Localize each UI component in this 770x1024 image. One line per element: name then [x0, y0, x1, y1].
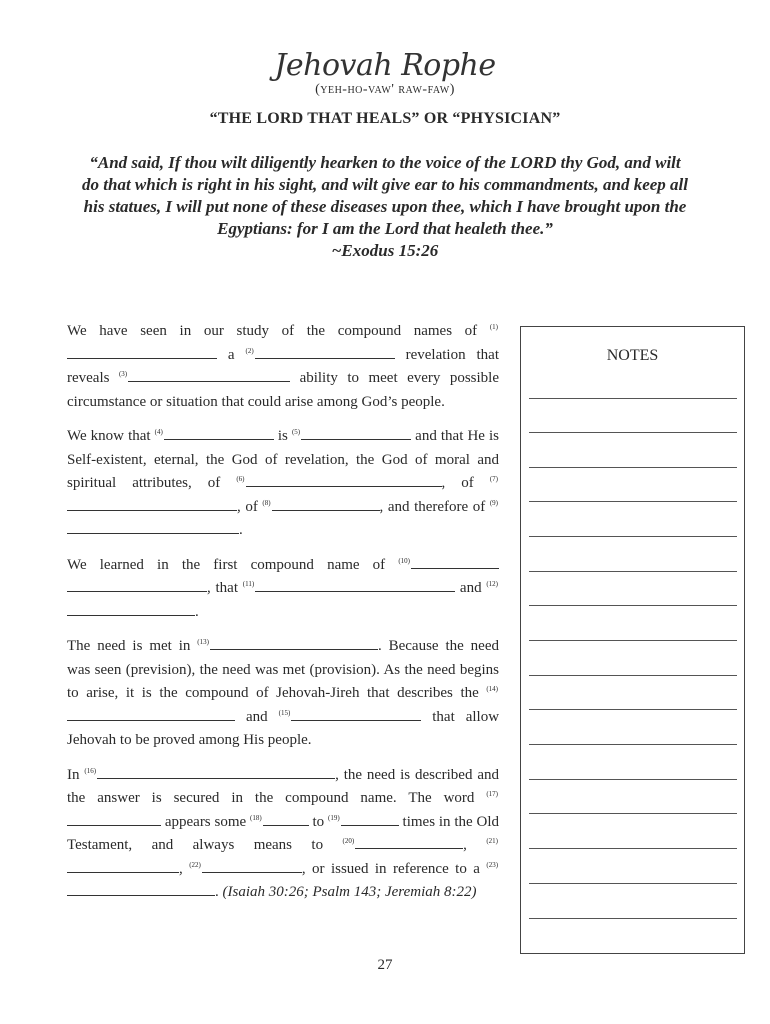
- note-line[interactable]: [529, 675, 737, 676]
- worksheet-body: [67, 320, 499, 916]
- blank-number: (9): [489, 498, 498, 507]
- note-line[interactable]: [529, 848, 737, 849]
- fill-blank-10-cont[interactable]: [67, 579, 207, 592]
- blank-number: (13): [197, 638, 209, 646]
- scripture-quote: [80, 152, 690, 262]
- blank-number: (6): [236, 475, 245, 483]
- blank-number: (14): [486, 685, 498, 693]
- blank-number: (20): [342, 837, 355, 845]
- paragraph-1: We have seen in our study of the compound names of $^{(1)}$ a $^{(2)}$ revelation that reveals $^{(3)}$ ability to meet every possible circumstance or situation that could arise among God’s people.: [67, 323, 499, 410]
- paragraph-5: In $^{(16)}$ , the need is described and the answer is secured in the compound name. The word $^{(17)}$ appears some $^{(18)}$ to $^{(19)}$ times in the Old Testament, and always means to $^{(20)}$ , $^{(21)}$, $^{(22)}$ , or issued in reference to a $^{(23)}$. (Isaiah 30:26; Psalm 143; Jeremiah 8:22): [67, 766, 500, 900]
- note-line[interactable]: [529, 571, 737, 572]
- paragraph-4: The need is met in $^{(13)}$ . Because the need was seen (prevision), the need was met (provision). As the need begins to arise, it is the compound of Jehovah-Jireh that describes the $^{(14)}$ and $^{(15)}$ that allow Jehovah to be proved among His people.: [67, 638, 500, 748]
- fill-blank-9[interactable]: [67, 521, 239, 534]
- fill-blank-20[interactable]: [355, 836, 463, 849]
- section-heading: “THE LORD THAT HEALS” OR “PHYSICIAN”: [209, 110, 561, 127]
- fill-blank-14[interactable]: [67, 708, 235, 721]
- blank-number: (10): [398, 556, 410, 565]
- note-line[interactable]: [529, 883, 737, 884]
- blank-number: (12): [486, 580, 498, 588]
- note-line[interactable]: [529, 918, 737, 919]
- fill-blank-2[interactable]: [255, 346, 395, 359]
- fill-blank-17[interactable]: [67, 813, 161, 826]
- blank-number: (4): [154, 428, 163, 436]
- blank-number: (2): [245, 346, 254, 355]
- note-line[interactable]: [529, 779, 737, 780]
- note-line[interactable]: [529, 398, 737, 399]
- paragraph-3: We learned in the first compound name of $^{(10)}$ , that $^{(11)}$ and $^{(12)}$.: [67, 556, 498, 620]
- fill-blank-5[interactable]: [301, 427, 411, 440]
- notes-title: NOTES: [606, 347, 659, 364]
- note-line[interactable]: [529, 432, 737, 433]
- quote-reference: ~Exodus 15:26: [331, 241, 439, 260]
- scripture-citation: (Isaiah 30:26; Psalm 143; Jeremiah 8:22): [222, 884, 477, 900]
- fill-blank-11[interactable]: [255, 579, 455, 592]
- pronunciation: (yeh-ho-vaw' raw-faw): [315, 82, 455, 97]
- blank-number: (17): [486, 790, 499, 798]
- fill-blank-10[interactable]: [411, 556, 499, 569]
- fill-blank-15[interactable]: [291, 708, 421, 721]
- blank-number: (21): [486, 837, 498, 845]
- fill-blank-18[interactable]: [263, 813, 309, 826]
- note-line[interactable]: [529, 813, 737, 814]
- fill-blank-23[interactable]: [67, 883, 215, 896]
- page-title: Jehovah Rophe: [274, 48, 496, 83]
- note-line[interactable]: [529, 536, 737, 537]
- fill-blank-16[interactable]: [97, 766, 335, 779]
- blank-number: (5): [291, 428, 301, 436]
- page-number: 27: [377, 957, 393, 973]
- blank-number: (1): [489, 323, 499, 331]
- fill-blank-19[interactable]: [341, 813, 399, 826]
- fill-blank-3[interactable]: [128, 369, 290, 382]
- blank-number: (18): [250, 813, 262, 822]
- fill-blank-7[interactable]: [67, 498, 237, 511]
- blank-number: (19): [328, 813, 340, 822]
- blank-number: (23): [486, 860, 499, 869]
- blank-number: (8): [262, 498, 271, 507]
- fill-blank-4[interactable]: [164, 427, 274, 440]
- paragraph-2: We know that $^{(4)}$ is $^{(5)}$ and that He is Self-existent, eternal, the God of revelation, the God of moral and spiritual attributes, of $^{(6)}$ , of $^{(7)}$, of $^{(8)}$ , and therefore of $^{(9)}$.: [67, 428, 499, 538]
- blank-number: (3): [118, 370, 128, 378]
- note-line[interactable]: [529, 467, 737, 468]
- blank-number: (16): [84, 766, 97, 775]
- blank-number: (7): [489, 475, 499, 483]
- note-line[interactable]: [529, 744, 737, 745]
- fill-blank-12[interactable]: [67, 603, 195, 616]
- fill-blank-13[interactable]: [210, 637, 378, 650]
- note-line[interactable]: [529, 605, 737, 606]
- blank-number: (11): [242, 580, 255, 588]
- fill-blank-22[interactable]: [202, 860, 302, 873]
- fill-blank-21[interactable]: [67, 860, 179, 873]
- fill-blank-1[interactable]: [67, 346, 217, 359]
- note-line[interactable]: [529, 709, 737, 710]
- fill-blank-6[interactable]: [246, 474, 442, 487]
- quote-text: “And said, If thou wilt diligently hearken to the voice of the LORD thy God, and wilt do that which is right in his sight, and wilt give ear to his commandments, and keep all his statues, I will put none of these diseases upon thee, which I have brought upon the Egyptians: for I am the Lord that healeth thee.”: [82, 153, 688, 238]
- note-line[interactable]: [529, 640, 737, 641]
- blank-number: (15): [278, 708, 291, 717]
- note-line[interactable]: [529, 501, 737, 502]
- fill-blank-8[interactable]: [272, 498, 380, 511]
- blank-number: (22): [189, 860, 201, 869]
- notes-box: [520, 326, 745, 954]
